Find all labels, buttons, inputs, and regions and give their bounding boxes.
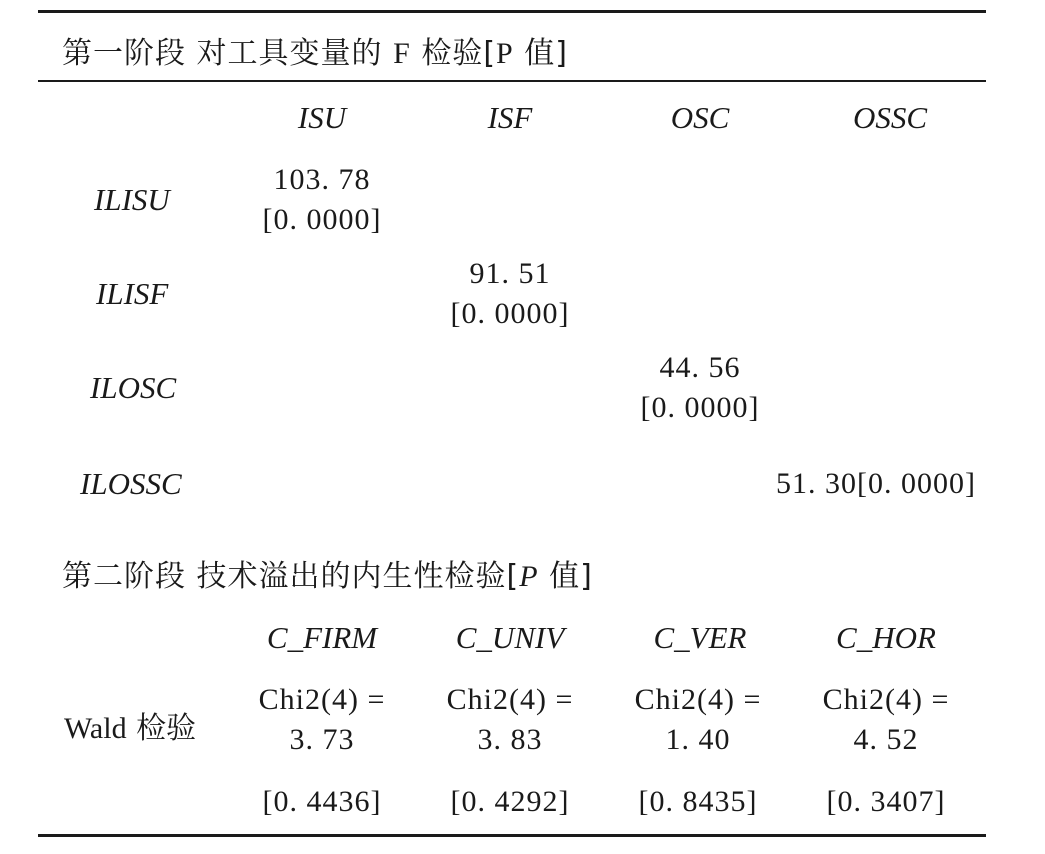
stage1-title-f: F xyxy=(393,37,411,70)
stage2-title-suffix: 值] xyxy=(549,559,593,594)
stage1-col-header: OSC xyxy=(670,100,730,135)
stage1-row-label: ILISF xyxy=(96,276,169,311)
stage2-chi-stat: Chi2(4) = xyxy=(634,683,762,716)
stage2-pvalue: [0. 3407] xyxy=(826,785,946,818)
stage1-row-label: ILISU xyxy=(94,182,170,217)
stage1-row-label: ILOSSC xyxy=(80,466,182,501)
stage1-value: 103. 78 xyxy=(273,163,371,196)
stage2-value: 3. 73 xyxy=(289,723,355,756)
wald-test-label xyxy=(64,703,196,747)
stage2-value: 3. 83 xyxy=(477,723,543,756)
stage2-chi-stat: Chi2(4) = xyxy=(822,683,950,716)
stage1-title xyxy=(62,28,568,72)
stage1-col-header: OSSC xyxy=(852,100,928,135)
stage2-col-header: C_UNIV xyxy=(455,620,565,655)
stage2-value: 4. 52 xyxy=(853,723,919,756)
stage2-pvalue: [0. 4436] xyxy=(262,785,382,818)
stage1-title-suffix: 值] xyxy=(524,36,568,71)
top-rule xyxy=(38,10,986,13)
stage2-chi-stat: Chi2(4) = xyxy=(446,683,574,716)
stage1-col-header: ISU xyxy=(297,100,347,135)
stage1-pvalue: [0. 0000] xyxy=(262,203,382,236)
stage1-value-pvalue: 51. 30[0. 0000] xyxy=(776,467,976,500)
stage1-row-label: ILOSC xyxy=(90,370,177,405)
stage1-title-mid: 检验[ xyxy=(421,36,497,71)
stage2-chi-stat: Chi2(4) = xyxy=(258,683,386,716)
stage2-value: 1. 40 xyxy=(665,723,731,756)
bottom-rule xyxy=(38,834,986,837)
stage2-title-p: P xyxy=(519,560,539,593)
stage1-value: 91. 51 xyxy=(469,257,551,290)
stage2-title-prefix: 第二阶段 技术溢出的内生性检验[ xyxy=(62,559,520,594)
header-rule xyxy=(38,80,986,82)
stage1-title-p: P xyxy=(496,37,514,70)
stage1-pvalue: [0. 0000] xyxy=(640,391,760,424)
stage1-value: 44. 56 xyxy=(659,351,741,384)
stage2-col-header: C_FIRM xyxy=(266,620,378,655)
wald-label-en: Wald xyxy=(64,712,127,745)
stage1-pvalue: [0. 0000] xyxy=(450,297,570,330)
stage2-col-header: C_VER xyxy=(653,620,747,655)
stage2-pvalue: [0. 4292] xyxy=(450,785,570,818)
stage1-title-prefix: 第一阶段 对工具变量的 xyxy=(62,36,383,71)
stage2-pvalue: [0. 8435] xyxy=(638,785,758,818)
stage2-title xyxy=(62,551,593,595)
wald-label-zh: 检验 xyxy=(136,711,197,746)
stage1-col-header: ISF xyxy=(487,100,533,135)
stage2-col-header: C_HOR xyxy=(836,620,936,655)
